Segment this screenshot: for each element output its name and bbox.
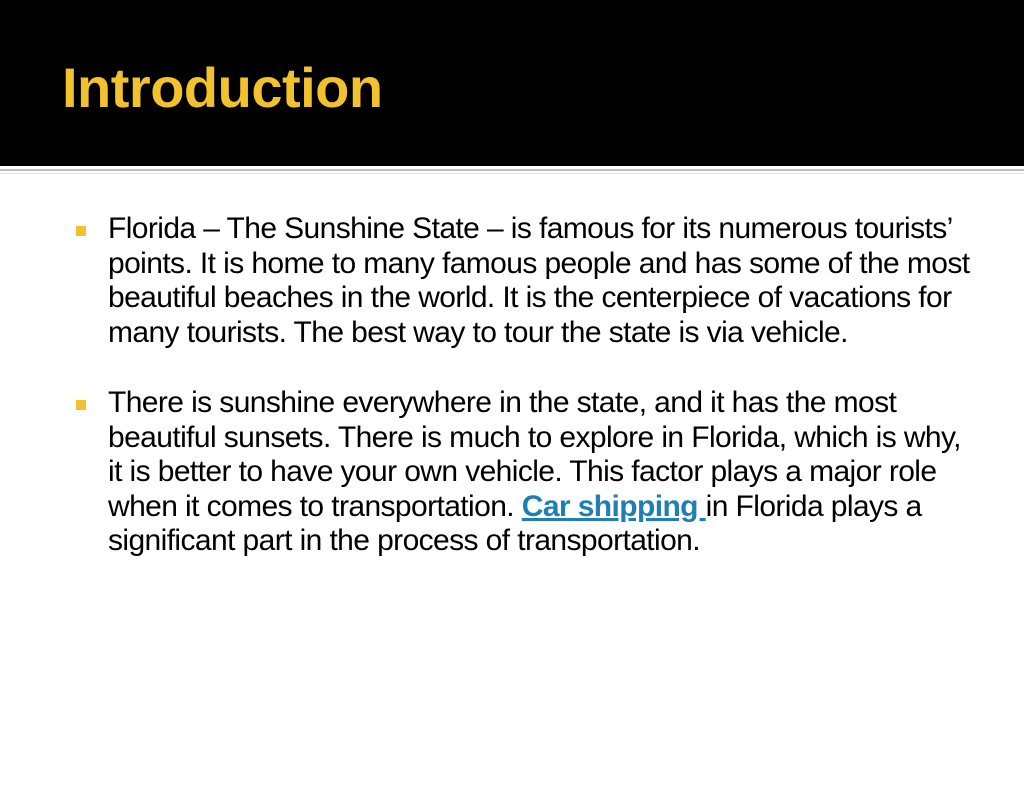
slide-title: Introduction: [62, 56, 383, 119]
bullet-item-2: [72, 386, 972, 559]
bullet-text-1: Florida – The Sunshine State – is famous for its numerous tourists’ points. It is home to many famous people and has some of the most beautiful beaches in the world. It is the centerpiece of vacations for many tourists. The best way to tour the state is via vehicle.: [108, 212, 970, 349]
bullet-item-1: [72, 212, 972, 350]
square-bullet-icon: [76, 226, 86, 236]
car-shipping-link[interactable]: Car shipping: [521, 489, 706, 523]
square-bullet-icon: [76, 400, 86, 410]
bullet-text-2-before: There is sunshine everywhere in the state, and it has the most beautiful sunsets. There is much to explore in Florida, which is why, it is better to have your own vehicle. This factor plays a major role when it comes to transportation.: [108, 386, 961, 523]
bullet-list: [72, 212, 972, 595]
title-divider-secondary: [0, 173, 1024, 174]
title-divider: [0, 169, 1024, 171]
title-bar: [0, 0, 1024, 166]
bullet-text-2-after: in Florida plays a significant part in the process of transportation.: [108, 489, 922, 557]
